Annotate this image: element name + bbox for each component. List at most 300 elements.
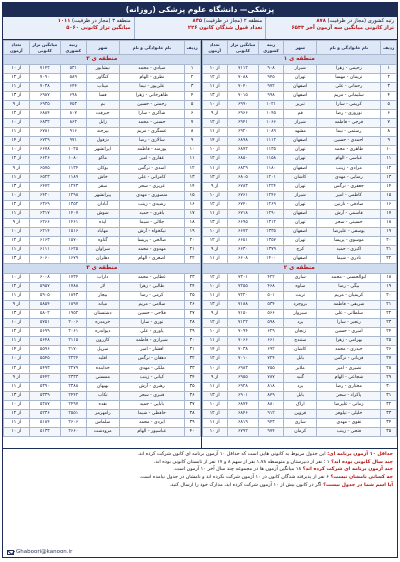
table-row [202,83,397,92]
average-score: ۶۸۸۴ [29,110,60,119]
city: قم [284,110,317,119]
email-icon [7,550,14,555]
national-rank: ۷۵۵ [258,364,283,373]
student-name: عسگری - مریم [119,128,184,137]
row-number: ۳۰ [184,337,200,346]
average-score: ۶۵۷۵ [29,164,60,173]
row-number: ۲۹ [184,328,200,337]
student-name: حسینی - سحر [317,218,381,227]
exam-count: از ۱۳ [202,218,227,227]
city: کرمان [284,427,317,436]
region-title: منطقه ی ۱ [202,55,397,65]
row-number: ۲۳ [381,319,397,328]
student-name: احمدی - حسین [317,137,381,146]
national-rank: ۱۰۲۱ [258,101,283,110]
average-score: ۵۹۰۵ [29,292,60,301]
student-name: طاهرخانی - زهرا [119,92,184,101]
student-name: قربانی - نرگس [317,355,381,364]
city: قزوین [284,409,317,418]
qa-answer: ۱۸ میانگین آزمون ها در مجموعه چند سال آخر ۱۰ آزمون است. [173,466,302,473]
column-header-score: میانگین تراز کانونی [227,41,258,55]
stat-value-2: ۵۰۶۰ [66,25,79,31]
page-title: پزشکی— دانشگاه علوم پزشکی (روزانه) [3,3,397,17]
national-rank: ۸۶۲ [61,119,87,128]
row-number: ۲۲ [381,254,397,263]
region-header-row [202,264,397,274]
national-rank: ۱۱۵۸ [258,155,283,164]
average-score: ۶۲۶۶ [29,218,60,227]
average-score: ۶۹۰۱ [227,391,258,400]
average-score: ۵۷۵۱ [29,319,60,328]
student-name: نادری - شیما [317,254,381,263]
city: کاشان [284,346,317,355]
exam-count: از ۱۰ [202,364,227,373]
average-score: ۶۶۵۱ [227,236,258,245]
row-number: ۲ [381,74,397,83]
table-row [202,319,397,328]
table-row [202,346,397,355]
exam-count: از ۱۴ [4,137,30,146]
row-number: ۳ [381,83,397,92]
table-row [4,146,201,155]
stat-label-2: میانگین تراز کانونی [80,25,131,31]
student-name: رنجبر - سارا [317,319,381,328]
city: فسا [86,92,119,101]
average-score: ۷۰۱۵ [227,92,258,101]
student-name: فتحی - زینب [317,427,381,436]
table-row [202,146,397,155]
student-name: بیگی - رضا [317,283,381,292]
results-table-right [202,40,398,437]
city: اصفهان [284,83,317,92]
student-name: دهقان - نرگس [119,355,184,364]
row-number: ۲۲ [184,254,200,263]
table-row [4,427,201,436]
student-name: فلاحی - حسین [119,310,184,319]
exam-count: از ۱۳ [202,92,227,101]
footer-email[interactable]: Ghaboori@kanoon.ir [16,549,73,555]
national-rank: ۶۹۸ [61,92,87,101]
city: مرودشت [86,427,119,436]
student-name: عباسپور - الهام [119,427,184,436]
national-rank: ۲۳۸۸ [61,382,87,391]
table-row [202,119,397,128]
row-number: ۳۵ [381,427,397,436]
row-number: ۲۰ [184,236,200,245]
national-rank: ۲۴۴۲ [61,391,87,400]
student-name: ملکی - مهدی [119,364,184,373]
national-rank: ۱۶۲۵ [61,245,87,254]
average-score: ۷۱۸۸ [227,301,258,310]
average-score: ۵۶۴۸ [29,337,60,346]
average-score: ۶۴۷۲ [29,182,60,191]
average-score: ۷۱۱۲ [227,65,258,74]
row-number: ۳۵ [184,382,200,391]
city: مشهد [284,128,317,137]
national-rank: ۹۰۸ [258,65,283,74]
city: یزد [284,382,317,391]
exam-count: از ۱۴ [202,346,227,355]
table-row [4,128,201,137]
stat-value-2: ۶۵۳۳ [291,25,305,31]
stat-note: (مجاز در ظرفیت) [327,18,367,24]
average-score: ۶۸۷۲ [227,146,258,155]
average-score: ۶۹۶۶ [227,110,258,119]
footer-contact[interactable] [7,549,72,555]
student-name: فرجی - فاطمه [317,119,381,128]
row-number: ۳۲ [184,355,200,364]
city: ساری [284,274,317,283]
exam-count: از ۱۲ [202,319,227,328]
row-number: ۲۷ [381,355,397,364]
table-row [202,328,397,337]
row-number: ۸ [184,128,200,137]
exam-count: از ۱۳ [202,301,227,310]
row-number: ۳۸ [184,409,200,418]
national-rank: ۱۲۰۱ [258,173,283,182]
national-rank: ۱۳۱۲ [258,218,283,227]
student-name: اکبری - حمید [317,245,381,254]
average-score: ۶۷۸۳ [227,182,258,191]
average-score: ۶۷۶۱ [227,191,258,200]
table-row [4,337,201,346]
student-name: اسدی - نرگس [119,164,184,173]
row-number: ۳۲ [381,400,397,409]
stat-value: ۸۴۵ [192,18,203,24]
qa-item [7,451,393,458]
qa-answer: ۱ ؛ نفر از دبیرستان و متوسطه ۱،۷۸ نفر از سهم ۸ و ۱۷ نفر از تابستان کانونی بوده اند. [153,458,330,465]
average-score: ۶۸۳۲ [29,119,60,128]
city: بوکان [86,164,119,173]
table-row [202,164,397,173]
exam-count: از ۱۰ [4,65,30,74]
exam-count: از ۱۴ [202,137,227,146]
exam-count: از ۱۱ [4,382,30,391]
average-score: ۶۹۹۰ [227,101,258,110]
student-name: امیری - حسین [317,328,381,337]
exam-count: از ۱۲ [4,74,30,83]
row-number: ۱۳ [184,173,200,182]
city: اصفهان [284,254,317,263]
table-row [4,382,201,391]
city: اصفهان [284,209,317,218]
row-number: ۱ [184,65,200,74]
row-number: ۲۵ [381,337,397,346]
student-name: باقری - حمید [119,209,184,218]
row-number: ۲۳ [184,274,200,283]
student-name: رشیدی - زینب [119,200,184,209]
table-row [4,301,201,310]
city: تهران [284,155,317,164]
exam-count: از ۱۱ [202,83,227,92]
row-number: ۳۴ [184,373,200,382]
table-row [4,227,201,236]
qa-item [7,482,393,489]
row-number: ۱۵ [184,191,200,200]
exam-count: از ۱۲ [4,409,30,418]
student-name: شجاعی - الهام [317,373,381,382]
student-name: رحمتی - حسین [119,101,184,110]
student-name: شیرازی - فاطمه [119,337,184,346]
exam-count: از ۱۱ [4,173,30,182]
average-score: ۶۸۰۵ [227,173,258,182]
table-row [202,382,397,391]
national-rank: ۶۲۹ [258,328,283,337]
national-rank: ۲۶۰۶ [61,418,87,427]
average-score: ۷۱۴۲ [29,65,60,74]
student-name: نوری - سارا [119,319,184,328]
table-row [202,191,397,200]
national-rank: ۱۷۸۸ [61,283,87,292]
exam-count: از ۱۰ [4,146,30,155]
city: سراوان [86,245,119,254]
student-name: بابایی - حمید [119,400,184,409]
city: شیراز [284,65,317,74]
average-score: ۵۳۹۰ [29,382,60,391]
national-rank: ۲۲۲۴ [61,355,87,364]
student-name: سلطانی - علی [317,310,381,319]
average-score: ۶۷۸۱ [29,128,60,137]
national-rank: ۱۵۱۶ [61,227,87,236]
qa-answer: ۶ نفر از پذیرفته شدگان کانون در ۱۰ آزمون شرکت نکرده اند و نامشان در جدول نیامده است. [139,474,329,481]
student-name: کاظمی - امیر [317,191,381,200]
stat-line-2 [138,25,263,32]
average-score: ۶۹۸۷ [29,92,60,101]
table-row [202,74,397,83]
column-header-num: ردیف [381,41,397,55]
row-number: ۱۶ [381,200,397,209]
average-score: ۶۱۶۳ [29,236,60,245]
table-header-row [202,41,397,55]
student-name: اصغری - الهام [119,254,184,263]
column-header-num: ردیف [184,41,200,55]
right-column [201,40,398,448]
results-table-left [3,40,201,437]
exam-count: از ۱۲ [202,74,227,83]
student-name: عباسی - الهام [317,155,381,164]
row-number: ۴۰ [184,427,200,436]
exam-count: از ۱۲ [202,119,227,128]
stat-label-2: تراز کانونی [364,25,394,31]
exam-count: از ۹ [4,218,30,227]
student-name: نصیری - امیر [317,364,381,373]
table-row [202,200,397,209]
table-row [4,245,201,254]
average-score: ۵۴۴۲ [29,373,60,382]
row-number: ۲۱ [381,245,397,254]
exam-count: از ۹ [202,245,227,254]
row-number: ۲۰ [381,236,397,245]
city: ساری [284,418,317,427]
exam-count: از ۹ [202,182,227,191]
exam-count: از ۱۱ [4,337,30,346]
city: ماکو [86,155,119,164]
table-row [4,409,201,418]
exam-count: از ۱۳ [4,92,30,101]
student-name: بهرامی - زهرا [317,337,381,346]
exam-count: از ۱۲ [4,364,30,373]
average-score: ۵۹۵۷ [29,283,60,292]
national-rank: ۸۸۰ [258,400,283,409]
table-row [4,373,201,382]
qa-question: چه کسانی نامشان نیست؟ [330,474,393,481]
average-score: ۷۳۰۱ [227,274,258,283]
row-number: ۲۴ [184,283,200,292]
exam-count: از ۱۱ [202,337,227,346]
city: شوش [86,209,119,218]
national-rank: ۹۷۲ [258,83,283,92]
national-rank: ۲۰۶۱ [61,328,87,337]
national-rank: ۵۸۹ [61,74,87,83]
student-name: علی‌پور - نیما [119,83,184,92]
exam-count: از ۱۳ [4,182,30,191]
exam-count: از ۱۱ [202,209,227,218]
city: بروجرد [284,301,317,310]
city: تهران [284,200,317,209]
average-score: ۶۶۹۵ [227,218,258,227]
student-name: مختاری - رضا [317,382,381,391]
row-number: ۲۴ [381,328,397,337]
exam-count: از ۱۱ [4,245,30,254]
row-number: ۲۶ [381,346,397,355]
table-row [202,391,397,400]
table-row [4,137,201,146]
average-score: ۷۰۳۸ [227,346,258,355]
national-rank: ۱۹۵۲ [61,310,87,319]
qa-item [7,466,393,473]
national-rank: ۶۶۱ [258,337,283,346]
exam-count: از ۱۰ [4,400,30,409]
exam-count: از ۱۰ [202,227,227,236]
national-rank: ۱۱۱۲ [258,137,283,146]
exam-count: از ۹ [4,301,30,310]
table-row [4,346,201,355]
row-number: ۱۲ [184,164,200,173]
exam-count: از ۱۱ [202,292,227,301]
table-row [4,254,201,263]
row-number: ۱۸ [381,218,397,227]
stat-block [134,17,266,39]
student-name: قاسمی - آرش [317,209,381,218]
stat-line-2 [269,25,394,32]
table-row [202,292,397,301]
city: میناب [86,83,119,92]
exam-count: از ۱۳ [4,391,30,400]
exam-count: از ۱۲ [4,236,30,245]
city: رامهرمز [86,409,119,418]
student-name: افشار - امیر [119,346,184,355]
table-row [4,364,201,373]
city: سنندج [284,337,317,346]
average-score: ۶۰۶۰ [29,254,60,263]
student-name: رستمی - نیما [317,128,381,137]
row-number: ۳۱ [184,346,200,355]
table-row [4,101,201,110]
average-score: ۶۹۸۳ [227,364,258,373]
national-rank: ۱۱۸۰ [258,164,283,173]
student-name: کریمیان - مریم [317,292,381,301]
exam-count: از ۱۲ [202,236,227,245]
row-number: ۳۶ [184,391,200,400]
table-row [202,227,397,236]
average-score: ۶۶۳۰ [227,245,258,254]
average-score: ۷۲۲۰ [227,292,258,301]
row-number: ۱۰ [184,146,200,155]
city: زابل [86,119,119,128]
exam-count: از ۱۰ [202,191,227,200]
national-rank: ۱۰۸۰ [61,155,87,164]
table-row [4,236,201,245]
table-row [202,236,397,245]
average-score: ۶۷۲۹ [29,137,60,146]
table-row [4,200,201,209]
table-row [4,400,201,409]
city: زنجان [284,328,317,337]
national-rank: ۹۱۲ [258,409,283,418]
exam-count: از ۱۳ [4,310,30,319]
stat-line-1 [138,18,263,25]
stat-value-2: ۲۲۶ [187,25,198,31]
row-number: ۱۸ [184,218,200,227]
table-row [202,182,397,191]
exam-count: از ۱۲ [202,274,227,283]
city: بم [86,101,119,110]
city: تکاب [86,391,119,400]
city: میانه [86,301,119,310]
city: بیجار [86,292,119,301]
average-score: ۵۵۹۶ [29,346,60,355]
national-rank: ۷۲۴ [258,355,283,364]
city: نقده [86,400,119,409]
national-rank: ۱۲۴۶ [258,191,283,200]
table-row [4,328,201,337]
city: خدابنده [86,364,119,373]
table-row [202,245,397,254]
average-score: ۶۹۴۱ [227,119,258,128]
exam-count: از ۱۰ [4,274,30,283]
city: جیرفت [86,110,119,119]
table-row [202,101,397,110]
city: آبادان [86,200,119,209]
average-score: ۶۸۹۸ [227,137,258,146]
row-number: ۳۱ [381,391,397,400]
national-rank: ۹۴۵ [258,74,283,83]
table-row [4,355,201,364]
average-score: ۶۸۱۹ [227,418,258,427]
column-header-name: نام خانوادگی و نام [119,41,184,55]
row-number: ۸ [381,128,397,137]
exam-count: از ۱۰ [4,319,30,328]
row-number: ۶ [381,110,397,119]
average-score: ۷۰۹۴ [227,328,258,337]
student-name: یاوری - علی [119,328,184,337]
row-number: ۴ [184,92,200,101]
table-row [202,400,397,409]
student-name: شریفی - فاطمه [317,301,381,310]
row-number: ۵ [184,101,200,110]
exam-count: از ۱۲ [202,409,227,418]
stat-line-2 [6,25,131,32]
city: ملایر [284,364,317,373]
qa-section [3,449,397,489]
national-rank: ۲۰۰۶ [61,319,87,328]
average-score: ۶۷۴۰ [227,200,258,209]
table-row [4,391,201,400]
student-name: عزیزی - سحر [119,182,184,191]
city: کاشان [284,173,317,182]
student-name: یوسفی - علیرضا [317,227,381,236]
row-number: ۳۴ [381,418,397,427]
